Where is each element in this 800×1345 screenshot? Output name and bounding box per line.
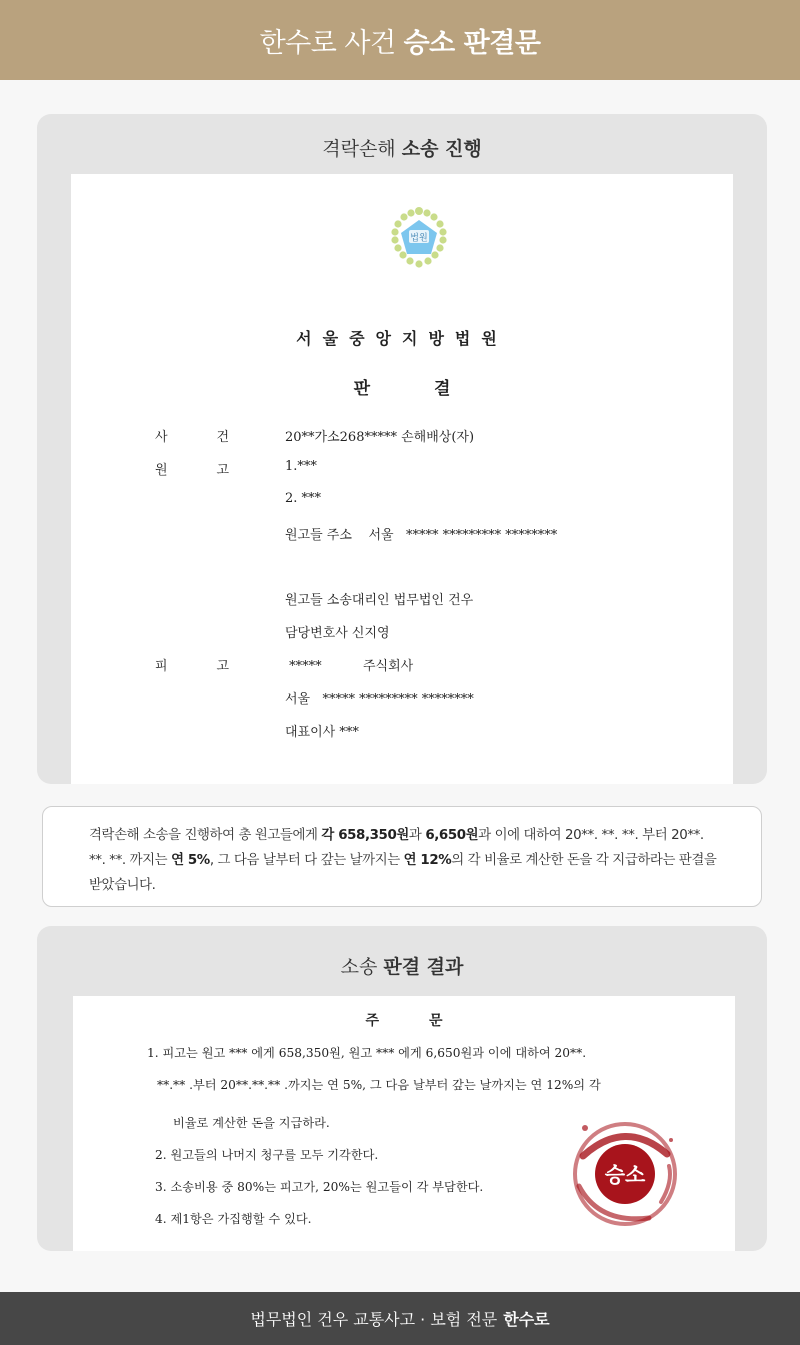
page-header — [0, 0, 800, 80]
result-summary-text: 격락손해 소송을 진행하여 총 원고들에게 각 658,350원과 6,650원과 이에 대하여 20**. **. **. 부터 20**. **. **. 까지는 연 5%, 그 다음 날부터 다 갚는 날까지는 연 12%의 각 비율로 계산한 돈을 각 지급하라는 판결을 받았습니다. — [89, 828, 717, 893]
judgment-result-panel — [37, 926, 767, 1251]
section-title — [37, 952, 767, 979]
order-line: **.** .부터 20**.**.** .까지는 연 5%, 그 다음 날부터 갚는 날까지는 연 12%의 각 — [157, 1078, 601, 1092]
svg-text:승소: 승소 — [604, 1163, 646, 1187]
svg-text:법원: 법원 — [410, 233, 428, 244]
section-title-bold: 판결 결과 — [383, 956, 464, 978]
page-title: 한수로 사건 — [259, 27, 396, 59]
court-name: 서울중앙지방법원 — [296, 329, 508, 348]
order-line: 4. 제1항은 가집행할 수 있다. — [155, 1212, 312, 1226]
defendant-name: ***** 주식회사 — [285, 659, 414, 674]
order-line: 2. 원고들의 나머지 청구를 모두 기각한다. — [155, 1148, 379, 1162]
page-footer — [0, 1292, 800, 1345]
order-heading: 주 문 — [365, 1013, 443, 1029]
section-title-prefix: 격락손해 — [322, 138, 396, 160]
defendant-ceo: 대표이사 *** — [285, 725, 359, 740]
defendant-label: 피 고 — [155, 659, 229, 674]
plaintiff-address: 원고들 주소 서울 ***** ********* ******** — [285, 528, 558, 543]
order-line: 3. 소송비용 중 80%는 피고가, 20%는 원고들이 각 부담한다. — [155, 1180, 484, 1194]
plaintiff-1: 1.*** — [285, 459, 317, 474]
case-number: 20**가소268***** 손해배상(자) — [285, 430, 475, 445]
result-summary-box — [42, 806, 762, 907]
plaintiff-2: 2. *** — [285, 491, 322, 506]
section-title-bold: 소송 진행 — [401, 138, 482, 160]
section-title — [37, 134, 767, 161]
order-line: 비율로 계산한 돈을 지급하라. — [173, 1116, 330, 1130]
order-document — [73, 996, 735, 1251]
judgment-heading: 판 결 — [353, 379, 451, 399]
plaintiff-attorney: 원고들 소송대리인 법무법인 건우 — [285, 593, 474, 608]
section-title-prefix: 소송 — [340, 956, 378, 978]
page-title-bold: 승소 판결문 — [403, 27, 541, 59]
defendant-address: 서울 ***** ********* ******** — [285, 692, 474, 707]
attorney-in-charge: 담당변호사 신지영 — [285, 626, 390, 641]
footer-brand: 한수로 — [503, 1310, 550, 1329]
court-seal-icon — [387, 206, 451, 270]
lawsuit-progress-panel — [37, 114, 767, 784]
footer-text: 법무법인 건우 교통사고 · 보험 전문 — [250, 1310, 498, 1329]
win-stamp-icon — [569, 1116, 681, 1228]
plaintiff-label: 원 고 — [155, 463, 229, 478]
case-label: 사 건 — [155, 430, 229, 445]
order-line: 1. 피고는 원고 *** 에게 658,350원, 원고 *** 에게 6,650원과 이에 대하여 20**. — [147, 1046, 587, 1060]
judgment-document — [71, 174, 733, 784]
